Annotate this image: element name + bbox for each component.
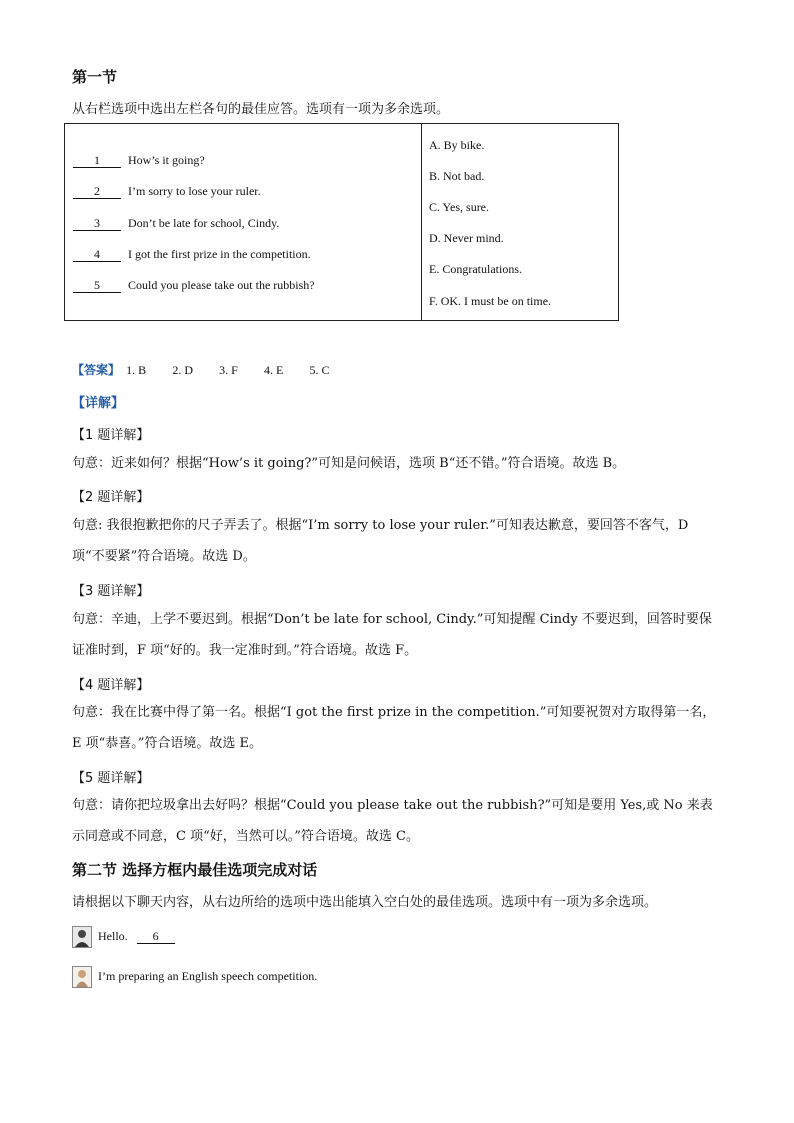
question-number: 3 <box>73 216 121 231</box>
question-row <box>73 278 315 293</box>
question-row <box>73 153 205 168</box>
table-divider <box>421 124 422 320</box>
male-avatar-icon <box>72 926 92 948</box>
explanation-text: 句意: 我很抱歉把你的尺子弄丢了。根据“I’m sorry to lose your ruler.”可知表达歉意，要回答不客气，D 项“不要紧”符合语境。故选 D。 <box>72 518 689 564</box>
answer-item: 5. C <box>309 363 330 377</box>
explanation-text: 句意：请你把垃圾拿出去好吗？根据“Could you please take out the rubbish?”可知是要用 Yes,或 No 来表示同意或不同意，C 项“好，当然可以。”符合语境。故选 C。 <box>72 798 713 844</box>
chat-blank: 6 <box>137 929 175 944</box>
chat-line <box>72 966 317 988</box>
explanation-heading: 【1 题详解】 <box>72 428 150 443</box>
question-number: 2 <box>73 184 121 199</box>
question-text: Don’t be late for school, Cindy. <box>128 216 280 230</box>
chat-line <box>72 926 175 948</box>
explanation-text: 句意：辛迪，上学不要迟到。根据“Don’t be late for school, Cindy.”可知提醒 Cindy 不要迟到，回答时要保证准时到，F 项“好的。我一定准时到。”符合语境。故选 F。 <box>72 612 712 658</box>
answer-item: 2. D <box>172 363 193 377</box>
explanation-text: 句意：我在比赛中得了第一名。根据“I got the first prize in the competition.”可知要祝贺对方取得第一名，E 项“恭喜。”符合语境。故选 E。 <box>72 705 716 751</box>
section2-title: 第二节 选择方框内最佳选项完成对话 <box>72 861 318 879</box>
option-item: B. Not bad. <box>429 169 485 183</box>
question-row <box>73 216 279 231</box>
section1-title: 第一节 <box>72 68 118 86</box>
question-text: How’s it going? <box>128 153 205 167</box>
question-number: 1 <box>73 153 121 168</box>
chat-text: Hello. <box>98 928 128 943</box>
female-avatar-icon <box>72 966 92 988</box>
question-row <box>73 247 311 262</box>
answer-line <box>72 361 351 378</box>
option-item: F. OK. I must be on time. <box>429 294 552 308</box>
question-table <box>64 123 619 321</box>
answer-item: 4. E <box>263 363 284 377</box>
option-item: D. Never mind. <box>429 231 504 245</box>
question-row <box>73 184 261 199</box>
question-text: Could you please take out the rubbish? <box>128 278 315 292</box>
explanation-text: 句意：近来如何？根据“How’s it going?”可知是问候语，选项 B“还不错。”符合语境。故选 B。 <box>72 456 626 471</box>
section2-instruction: 请根据以下聊天内容，从右边所给的选项中选出能填入空白处的最佳选项。选项中有一项为多余选项。 <box>72 895 658 910</box>
chat-text: I’m preparing an English speech competition. <box>98 968 318 983</box>
answer-item: 1. B <box>126 363 147 377</box>
question-text: I got the first prize in the competition. <box>128 247 311 261</box>
question-number: 5 <box>73 278 121 293</box>
explanation-heading: 【4 题详解】 <box>72 678 150 693</box>
explanation-heading: 【2 题详解】 <box>72 490 150 505</box>
section1-instruction: 从右栏选项中选出左栏各句的最佳应答。选项有一项为多余选项。 <box>72 102 450 117</box>
explanation-heading: 【5 题详解】 <box>72 771 150 786</box>
detail-label: 【详解】 <box>72 396 125 411</box>
option-item: C. Yes, sure. <box>429 200 490 214</box>
option-item: A. By bike. <box>429 138 485 152</box>
explanation-heading: 【3 题详解】 <box>72 584 150 599</box>
answer-label: 【答案】 <box>72 363 121 377</box>
question-number: 4 <box>73 247 121 262</box>
option-item: E. Congratulations. <box>429 262 522 276</box>
answer-item: 3. F <box>219 363 238 377</box>
question-text: I’m sorry to lose your ruler. <box>128 184 261 198</box>
